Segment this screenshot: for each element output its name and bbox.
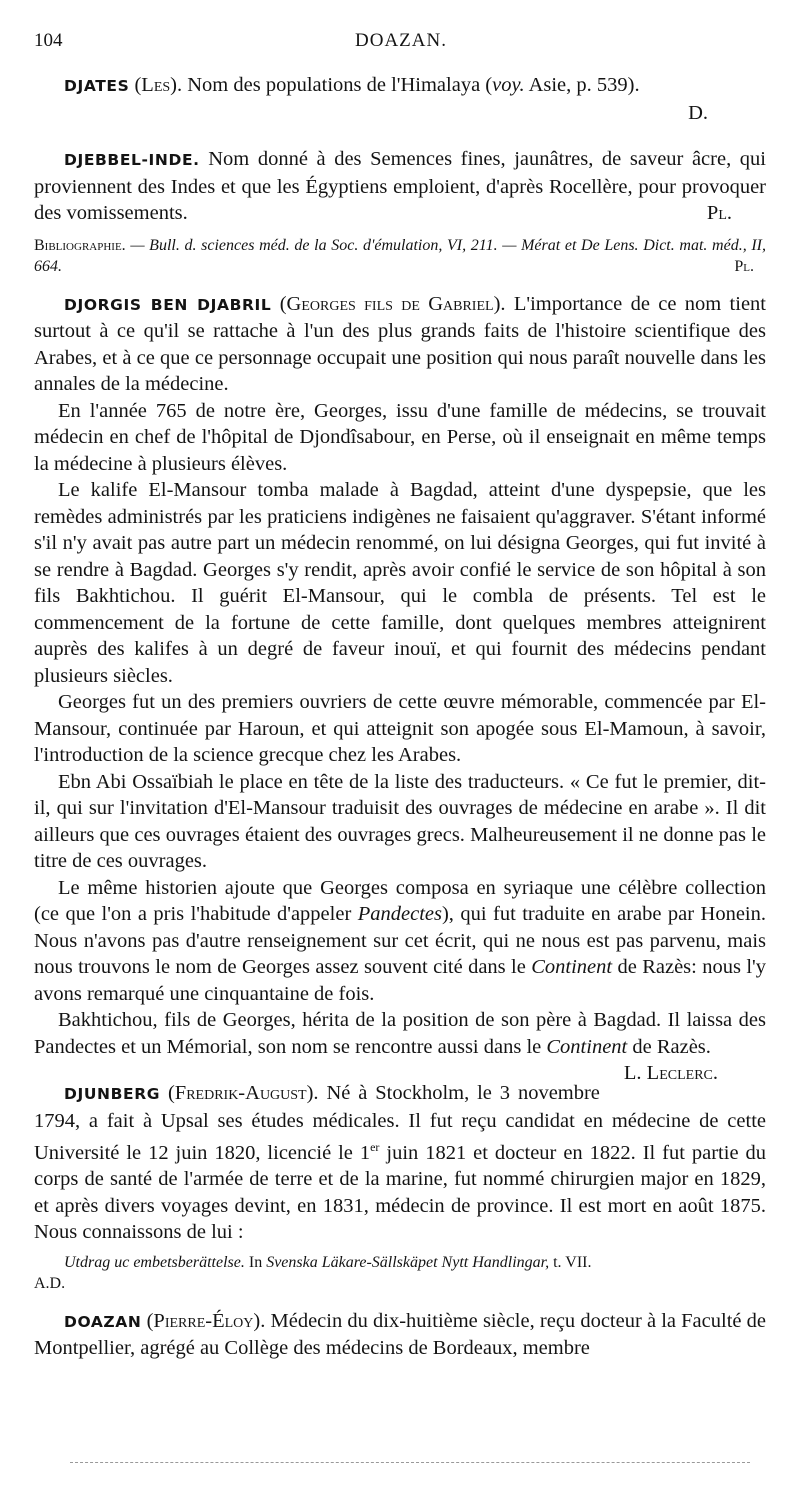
entry-paragraph: En l'année 765 de notre ère, Georges, issu d'une famille de médecins, se trouvait médecin en chef de l'hôpital de Djondîsabour, en Perse, où il enseignait en même temps la médecine à plusieurs élèves. <box>34 399 766 475</box>
bibliography-label: Bibliographie. <box>34 236 126 254</box>
entry-paragraph: Ebn Abi Ossaïbiah le place en tête de la liste des traducteurs. « Ce fut le premier, dit-il, qui sur l'invitation d'El-Mansour traduisit des ouvrages de médecine en arabe ». Il dit ailleurs que ces ouvrages étaient des ouvrages grecs. Malheureusement il ne donne pas le titre de ces ouvrages. <box>34 770 766 872</box>
headword-qualifier: (Pierre-Éloy). <box>146 1309 266 1332</box>
work-citation: Utdrag uc embetsberättelse. In Svenska Läkare-Sällskäpet Nytt Handlingar, t. VII. <box>64 1253 592 1271</box>
bibliography-signature: Pl. <box>734 257 754 275</box>
headword-qualifier: (Fredrik-August). <box>167 1082 319 1104</box>
headword: DJEBBEL-INDE. <box>64 151 200 169</box>
author-signature: Pl. <box>706 202 732 224</box>
entry-djates <box>34 72 766 126</box>
headword: DJORGIS BEN DJABRIL <box>64 295 272 314</box>
entry-text: DJUNBERG (Fredrik-August). Né à Stockholm, le 3 novembre 1794, a fait à Upsal ses études médicales. Il fut reçu candidat en médecine de cette Université le 12 juin 1820, licencié le 1er juin 1821 et docteur en 1822. Il fut partie du corps de santé de l'armée de terre et de la marine, fut nommé chirurgien major en 1829, et après divers voyages devint, en 1831, médecin de province. Il est mort en août 1875. Nous connaissons de lui : <box>34 1082 766 1244</box>
running-title: DOAZAN. <box>355 30 447 51</box>
entry-paragraph: Le kalife El-Mansour tomba malade à Bagdad, atteint d'une dyspepsie, que les remèdes administrés par les praticiens indigènes ne faisaient qu'aggraver. S'étant informé s'il n'y avait pas autre part un médecin renommé, on lui désigna Georges, qui fut invité à se rendre à Bagdad. Georges s'y rendit, après avoir confié le service de son hôpital à son fils Bakhtichou. Il guérit El-Mansour, qui le combla de présents. Tel est le commencement de la fortune de cette famille, dont quelques membres atteignirent auprès des kalifes à un degré de faveur inouï, et qui fournit des médecins pendant plusieurs siècles. <box>34 479 766 687</box>
author-signature: A.D. <box>34 1274 66 1292</box>
entry-djunberg <box>34 1080 766 1294</box>
author-signature: L. Leclerc. <box>623 1062 718 1084</box>
entry-doazan <box>34 1308 766 1362</box>
entry-paragraph: Georges fut un des premiers ouvriers de cette œuvre mémorable, commencée par El-Mansour, continuée par Haroun, et qui atteignit son apogée sous El-Mamoun, à savoir, l'introduction de la science grecque chez les Arabes. <box>34 691 766 766</box>
entry-djorgis-ben-djabril <box>34 291 767 1084</box>
entry-text: DJEBBEL-INDE. Nom donné à des Semences fines, jaunâtres, de saveur âcre, qui proviennent des Indes et que les Égyptiens emploient, d'après Rocellère, pour provoquer des vomissements. Pl. <box>34 146 766 227</box>
headword: DJATES <box>64 77 130 95</box>
headword: DOAZAN <box>64 1312 142 1331</box>
bibliography: Bibliographie. — Bull. d. sciences méd. de la Soc. d'émulation, VI, 211. — Mérat et De Lens. Dict. mat. méd., II, 664. Pl. <box>34 236 766 275</box>
entry-paragraph: Bakhtichou, fils de Georges, hérita de la position de son père à Bagdad. Il laissa des Pandectes et un Mémorial, son nom se rencontre aussi dans le Continent de Razès. L. Leclerc. <box>34 1007 766 1060</box>
cut-off-footer-line <box>70 1462 750 1463</box>
entry-djebbel-inde <box>34 146 766 277</box>
entry-text: DJATES (Les). Nom des populations de l'Himalaya (voy. Asie, p. 539). <box>64 74 640 96</box>
headword: DJUNBERG <box>64 1085 161 1103</box>
entry-text: DOAZAN (Pierre-Éloy). Médecin du dix-huitième siècle, reçu docteur à la Faculté de Montpellier, agrégé au Collège des médecins de Bordeaux, membre <box>34 1309 766 1360</box>
page-content <box>34 62 766 1362</box>
entry-paragraph: DJORGIS BEN DJABRIL (Georges fils de Gabriel). L'importance de ce nom tient surtout à ce qu'il se rattache à l'un des plus grands faits de l'histoire scientifique des Arabes, et à ce que ce personnage occupait une position qui nous paraît nouvelle dans les annales de la médecine. <box>34 292 766 395</box>
headword-qualifier: (Georges fils de Gabriel). <box>279 292 506 315</box>
page-header <box>34 30 768 56</box>
entry-paragraph: Le même historien ajoute que Georges composa en syriaque une célèbre collection (ce que l'on a pris l'habitude d'appeler Pandectes), qui fut traduite en arabe par Honein. Nous n'avons pas d'autre renseignement sur cet écrit, qui ne nous est pas parvenu, mais nous trouvons le nom de Georges assez souvent cité dans le Continent de Razès: nous l'y avons remarqué une cinquantaine de fois. <box>34 876 767 1005</box>
author-signature: D. <box>688 101 708 124</box>
headword-qualifier: (Les). <box>134 74 183 96</box>
page-number: 104 <box>34 30 63 51</box>
